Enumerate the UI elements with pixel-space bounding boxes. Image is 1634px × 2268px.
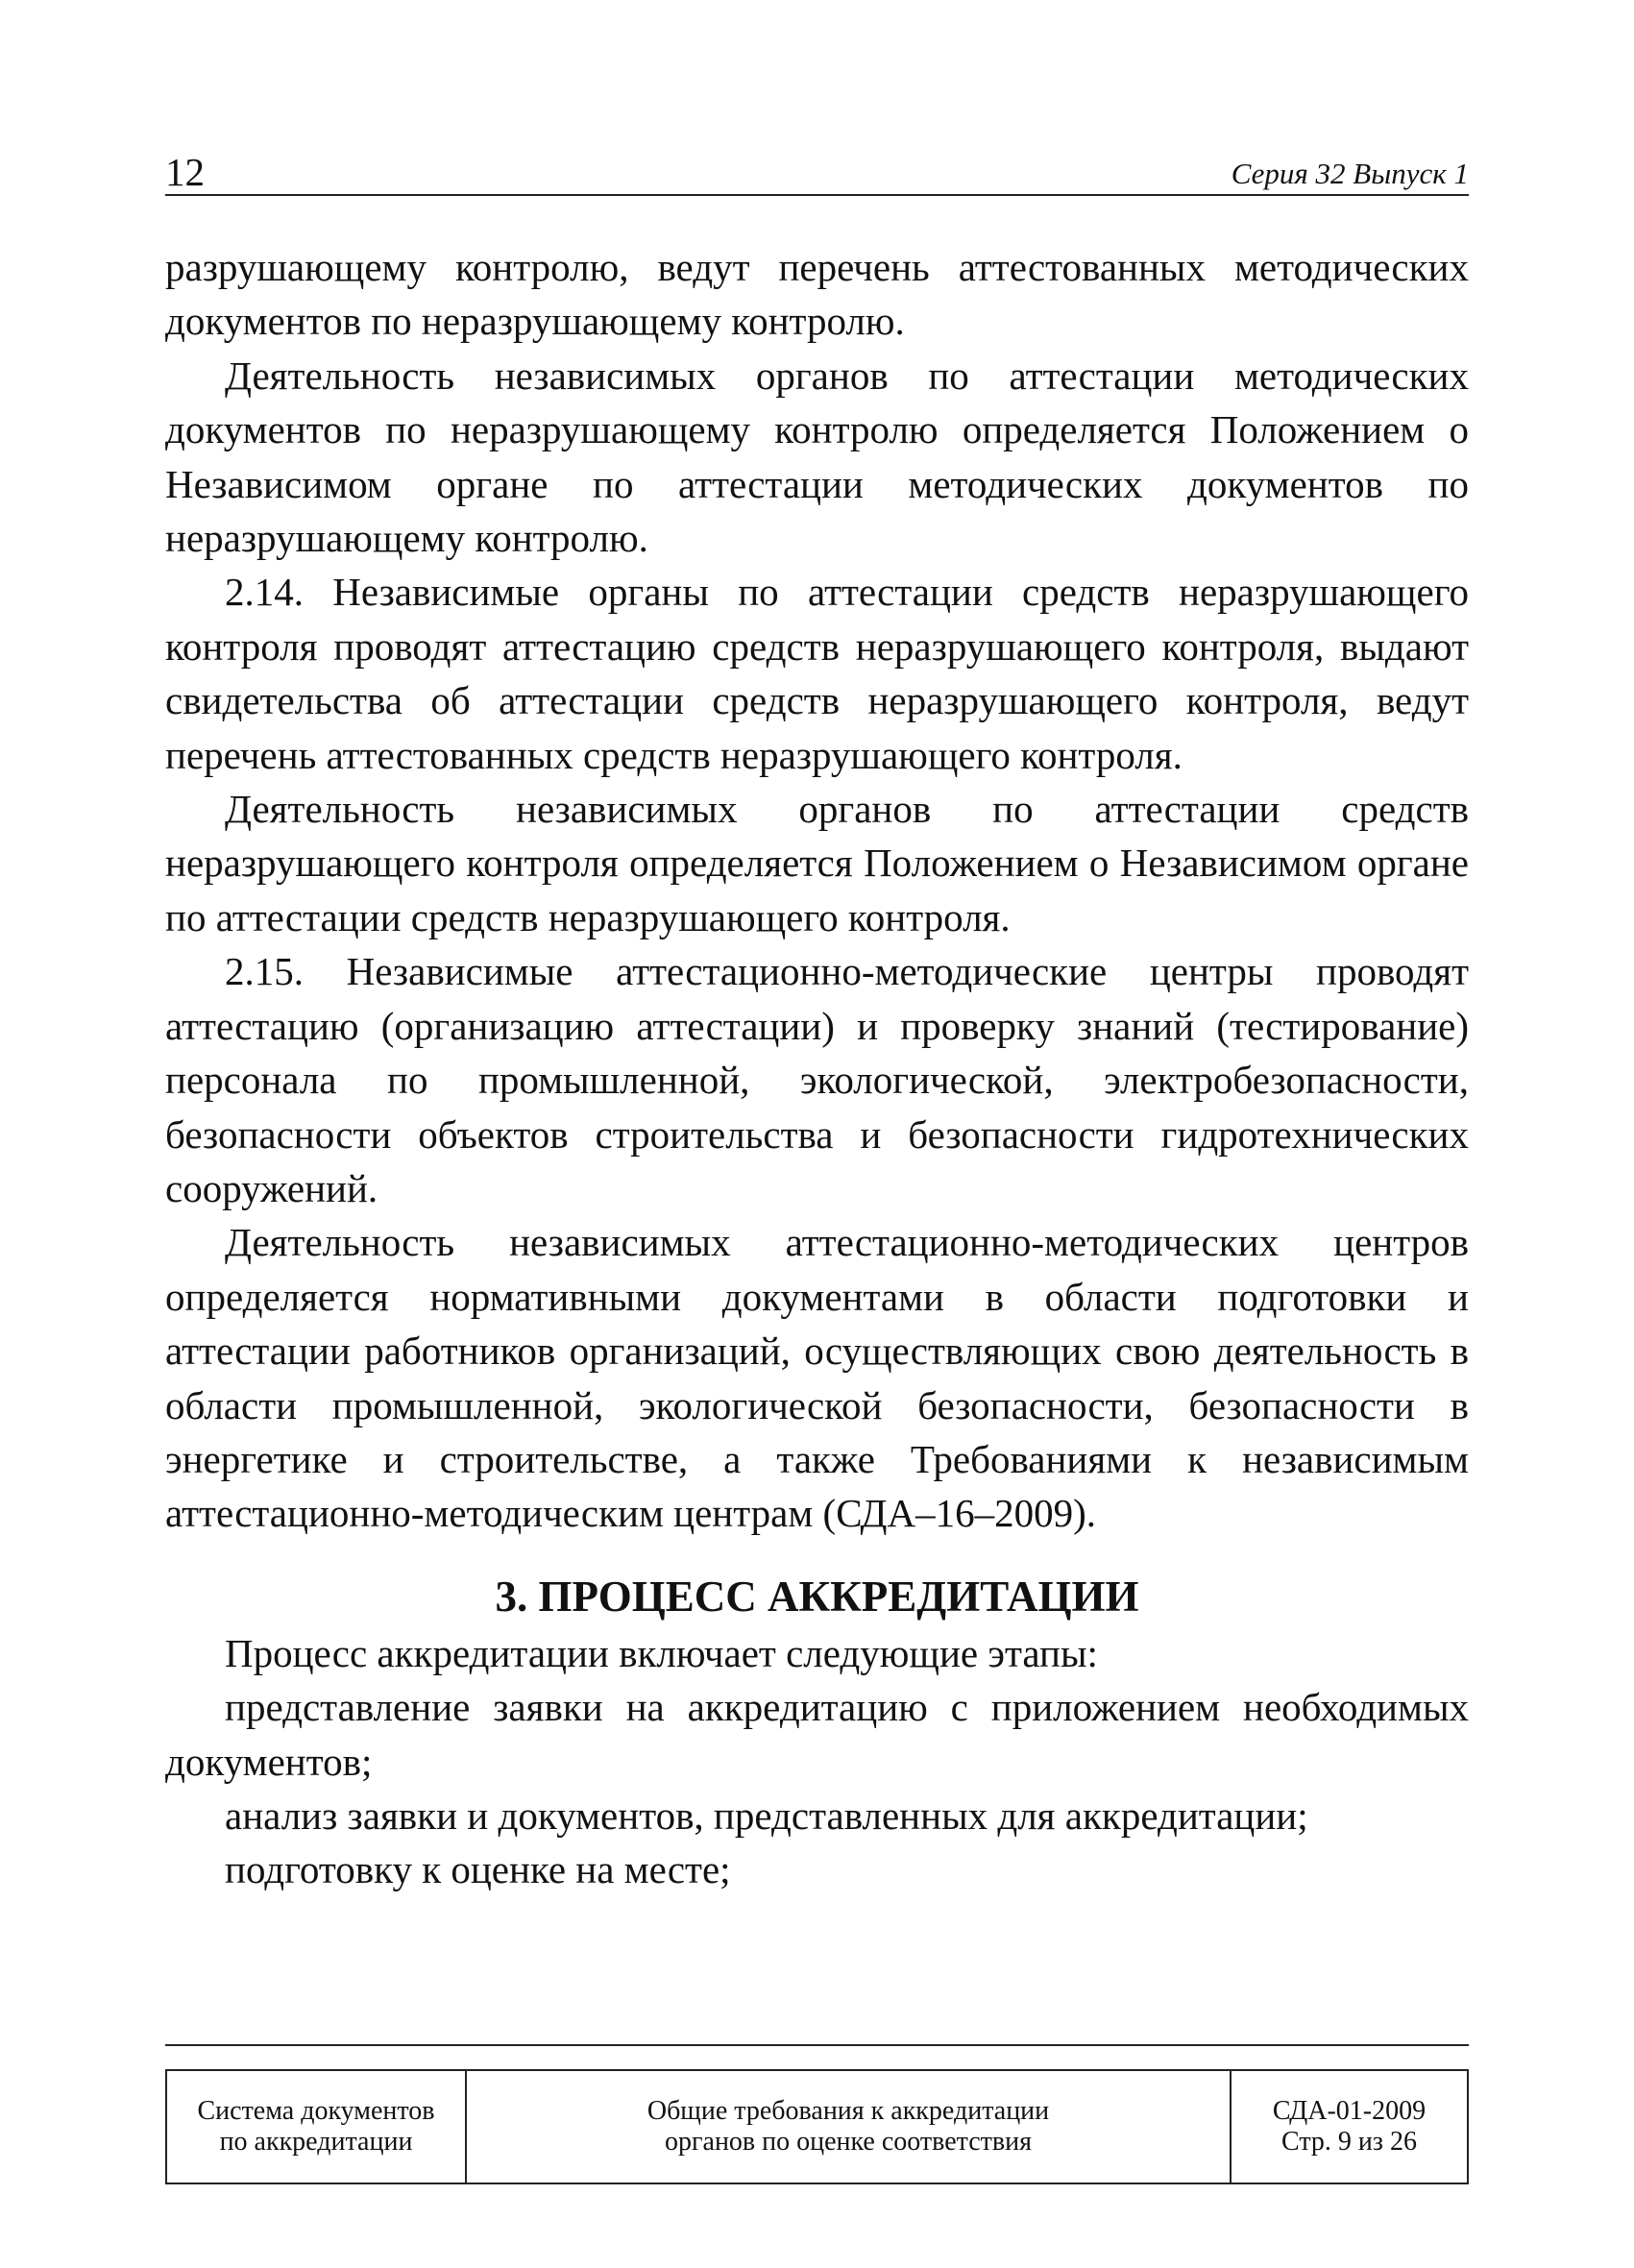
footer-document-code: СДА-01-2009 bbox=[1272, 2096, 1427, 2126]
paragraph-process-intro: Процесс аккредитации включает следующие этапы: bbox=[225, 1630, 1098, 1675]
section-title: 3. ПРОЦЕСС АККРЕДИТАЦИИ bbox=[495, 1572, 1139, 1621]
paragraph-continuation: разрушающему контролю, ведут перечень аттестованных методических документов по неразрушающему контролю. bbox=[165, 245, 1469, 344]
footer-row bbox=[166, 2070, 1468, 2183]
page-content bbox=[165, 240, 1469, 1897]
footer-table bbox=[165, 2069, 1469, 2184]
paragraph-2-14: 2.14. Независимые органы по аттестации средств неразрушающего контроля проводят аттестацию средств неразрушающего контроля, выдают свидетельства об аттестации средств неразрушающего контроля, ведут перечень аттестованных средств неразрушающего контроля. bbox=[165, 570, 1469, 777]
footer-system-line2: по аккредитации bbox=[219, 2127, 413, 2157]
footer-page-count: Стр. 9 из 26 bbox=[1281, 2127, 1417, 2157]
paragraph-attestation-centers: Деятельность независимых аттестационно-методических центров определяется нормативными документами в области подготовки и аттестации работников организаций, осуществляющих свою деятельность в области промышленной, экологической безопасности, безопасности в энергетике и строительстве, а также Требованиями к независимым аттестационно-методическим центрам (СДА–16–2009). bbox=[165, 1220, 1469, 1536]
list-item-preparation: подготовку к оценке на месте; bbox=[225, 1847, 731, 1892]
paragraph-2-15: 2.15. Независимые аттестационно-методические центры проводят аттестацию (организацию аттестации) и проверку знаний (тестирование) персонала по промышленной, экологической, электробезопасности, безопасности объектов строительства и безопасности гидротехнических сооружений. bbox=[165, 949, 1469, 1210]
paragraph-methodical-documents: Деятельность независимых органов по аттестации методических документов по неразрушающему контролю определяется Положением о Независимом органе по аттестации методических документов по неразрушающему контролю. bbox=[165, 353, 1469, 561]
footer-code-cell bbox=[1231, 2070, 1468, 2183]
footer-title-cell bbox=[466, 2070, 1231, 2183]
footer-divider bbox=[165, 2044, 1469, 2046]
footer-title-line2: органов по оценке соответствия bbox=[665, 2127, 1032, 2157]
footer-title-line1: Общие требования к аккредитации bbox=[646, 2096, 1050, 2126]
footer-system-cell bbox=[166, 2070, 466, 2183]
page-header bbox=[165, 144, 1469, 196]
series-label: Серия 32 Выпуск 1 bbox=[1231, 157, 1469, 190]
list-item-application: представление заявки на аккредитацию с приложением необходимых документов; bbox=[165, 1685, 1469, 1784]
paragraph-ndt-means: Деятельность независимых органов по аттестации средств неразрушающего контроля определяется Положением о Независимом органе по аттестации средств неразрушающего контроля. bbox=[165, 787, 1469, 939]
list-item-analysis: анализ заявки и документов, представленных для аккредитации; bbox=[225, 1792, 1308, 1838]
page-number: 12 bbox=[165, 150, 205, 194]
footer-system-line1: Система документов bbox=[197, 2096, 435, 2126]
